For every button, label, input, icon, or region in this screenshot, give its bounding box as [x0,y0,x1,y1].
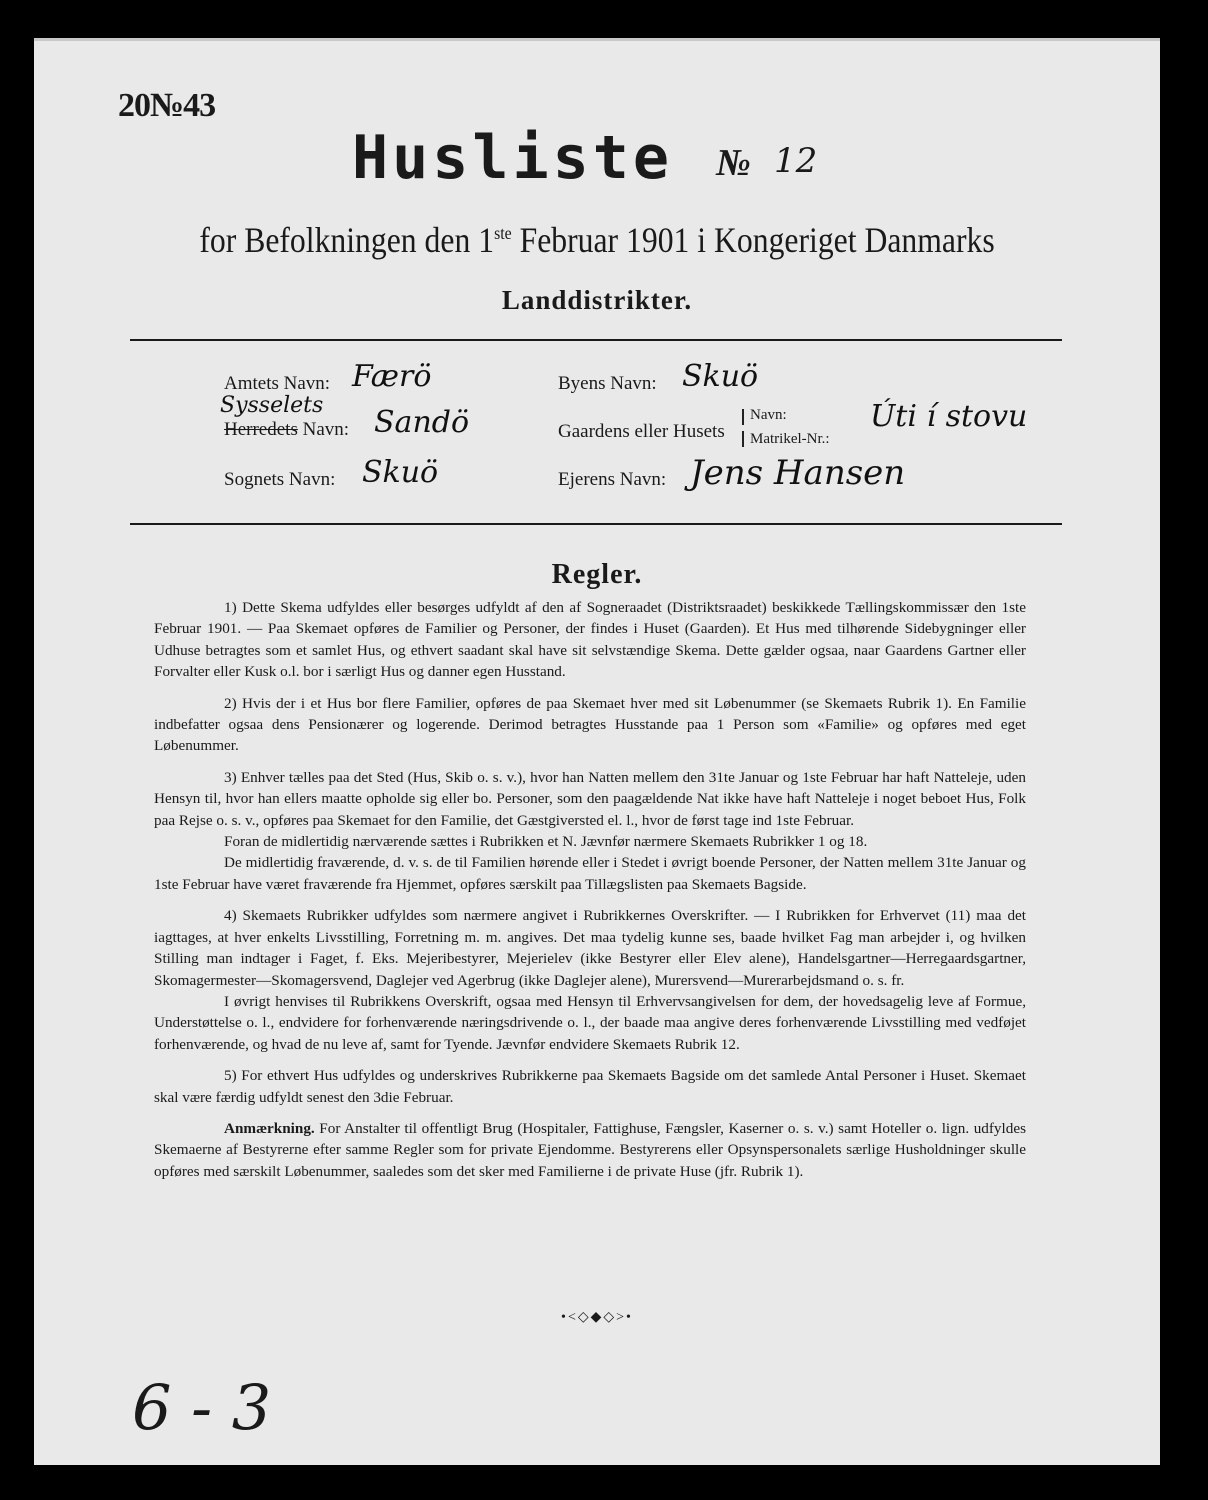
gaard-value: Úti í stovu [870,399,1028,434]
rule-note [154,1118,1026,1182]
rule-2: 2) Hvis der i et Hus bor flere Familier, opføres de paa Skemaet hver med sit Løbenummer (se Skemaets Rubrik 1). En Familie indbefatter ogsaa dens Pensionærer og logerende. Derimod betragtes Husstande paa 1 Person som «Familie» og opføres med eget Løbenummer. [154,694,1026,755]
herred-label [224,419,349,441]
ejer-label: Ejerens Navn: [558,469,667,490]
amt-label: Amtets Navn: [224,373,331,394]
note-text: For Anstalter til offentligt Brug (Hospitaler, Fattighuse, Fængsler, Kaserner o. s. v.) samt Hoteller o. lign. udfyldes Skemaerne af Bestyrerne efter samme Regler som for private Ejendomme. Bestyrerens eller Opsynspersonalets særlige Husholdninger skulle opføres med særskilt Løbenummer, saaledes som det sker med Familierne i de private Huse (jfr. Rubrik 1). [154,1119,1026,1180]
subtitle [102,219,1093,261]
sogn-value: Skuö [362,455,439,490]
amt-value: Færö [352,359,432,394]
document-page [34,38,1160,1465]
herred-value: Sandö [374,405,470,440]
brace-top [742,409,744,425]
subtitle-post: Februar 1901 i Kongeriget Danmarks [511,220,995,260]
rule-3b: Foran de midlertidig nærværende sættes i Rubrikken et N. Jævnfør nærmere Skemaets Rubrikker 1 og 18. [224,833,868,851]
subtitle-pre: for Befolkningen den 1 [199,220,495,260]
gaard-sub-navn: Navn: [750,407,787,423]
rule-4b: I øvrigt henvises til Rubrikkens Overskrift, ogsaa med Hensyn til Erhvervsangivelsen for dem, der hovedsagelig leve af Formue, Understøttelse o. l., endvidere for forhenværende næringsdrivende o. l., der baade maa angive deres forhenværende Livsstilling med vedføjet forhenværende, og hvad de nu leve af, samt for Tyende. Jævnfør endvidere Skemaets Rubrik 12. [154,992,1026,1053]
brace-bottom [742,431,744,447]
divider-bottom [130,523,1062,525]
rules-heading: Regler. [551,559,643,590]
by-value: Skuö [682,359,759,394]
gaard-sub-matrikel: Matrikel-Nr.: [750,431,830,447]
rule-5: 5) For ethvert Hus udfyldes og underskrives Rubrikkerne paa Skemaets Bagside om det samlede Antal Personer i Huset. Skemaet skal være færdig udfyldt senest den 3die Februar. [154,1067,1026,1106]
herred-label-struck: Herredets [224,419,298,440]
rule-3a: 3) Enhver tælles paa det Sted (Hus, Skib o. s. v.), hvor han Natten mellem den 31te Januar og 1ste Februar har haft Natteleje, uden Hensyn til, hvor han ellers maatte opholde sig eller bo. Personer, som den paagældende Nat ikke have haft Natteleje i noget beboet Hus, Folk paa Rejse o. s. v., opføres paa Skemaet for den Familie, det Gæstgiversted el. l., hvor de først tage ind 1ste Februar. [154,768,1026,829]
list-number-value: 12 [774,141,818,181]
rules-body [154,597,1026,1192]
herred-prefix-handwritten: Sysselets [220,393,324,418]
rule-1: 1) Dette Skema udfyldes eller besørges udfyldt af den af Sogneraadet (Distriktsraadet) beskikkede Tællingskommissær den 1ste Februar 1901. — Paa Skemaet opføres de Familier og Personer, der findes i Huset (Gaarden). Et Hus med tilhørende Sidebygninger eller Udhuse betragtes som et samlet Hus, og ethvert saadant skal have sit selvstændige Skema. Dette gælder ogsaa, naar Gaardens Gartner eller Forvalter eller Kusk o.l. bor i særligt Hus og danner egen Husstand. [154,599,1026,681]
herred-label-rest: Navn: [302,419,350,440]
archive-number: 20№43 [118,87,216,124]
note-label: Anmærkning. [224,1119,315,1137]
district-type: Landdistrikter. [501,285,693,315]
handwritten-mark: 6 - 3 [132,1371,272,1444]
ejer-value: Jens Hansen [690,453,906,493]
subtitle-sup: ste [494,223,512,243]
by-label: Byens Navn: [558,373,657,394]
rule-4a: 4) Skemaets Rubrikker udfyldes som nærmere angivet i Rubrikkernes Overskrifter. — I Rubrikken for Erhvervet (11) maa det iagttages, at hver enkelts Livsstilling, Forretning m. m. angives. Det maa tydelig kunne ses, baade hvilket Fag man arbejder i, og hvilken Stilling man indtager i Faget, f. Eks. Mejeribestyrer, Mejerielev (ikke Bestyrer eller Elev alene), Handelsgartner—Herregaardsgartner, Skomagermester—Skomagersvend, Daglejer ved Agerbrug (ikke Daglejer alene), Murersvend—Murerarbejdsmand o. s. fr. [154,907,1026,989]
sogn-label: Sognets Navn: [224,469,336,490]
page-title: Husliste [352,123,673,193]
divider-top [130,339,1062,341]
rule-3c: De midlertidig fraværende, d. v. s. de til Familien hørende eller i Stedet i øvrigt boende Personer, der Natten mellem 31te Januar og 1ste Februar have været fraværende fra Hjemmet, opføres særskilt paa Tillægslisten paa Skemaets Bagside. [154,854,1026,893]
list-number-label: № [716,142,751,184]
gaard-label: Gaardens eller Husets [558,421,725,442]
ornament: •<◇◆◇>• [561,1310,633,1325]
